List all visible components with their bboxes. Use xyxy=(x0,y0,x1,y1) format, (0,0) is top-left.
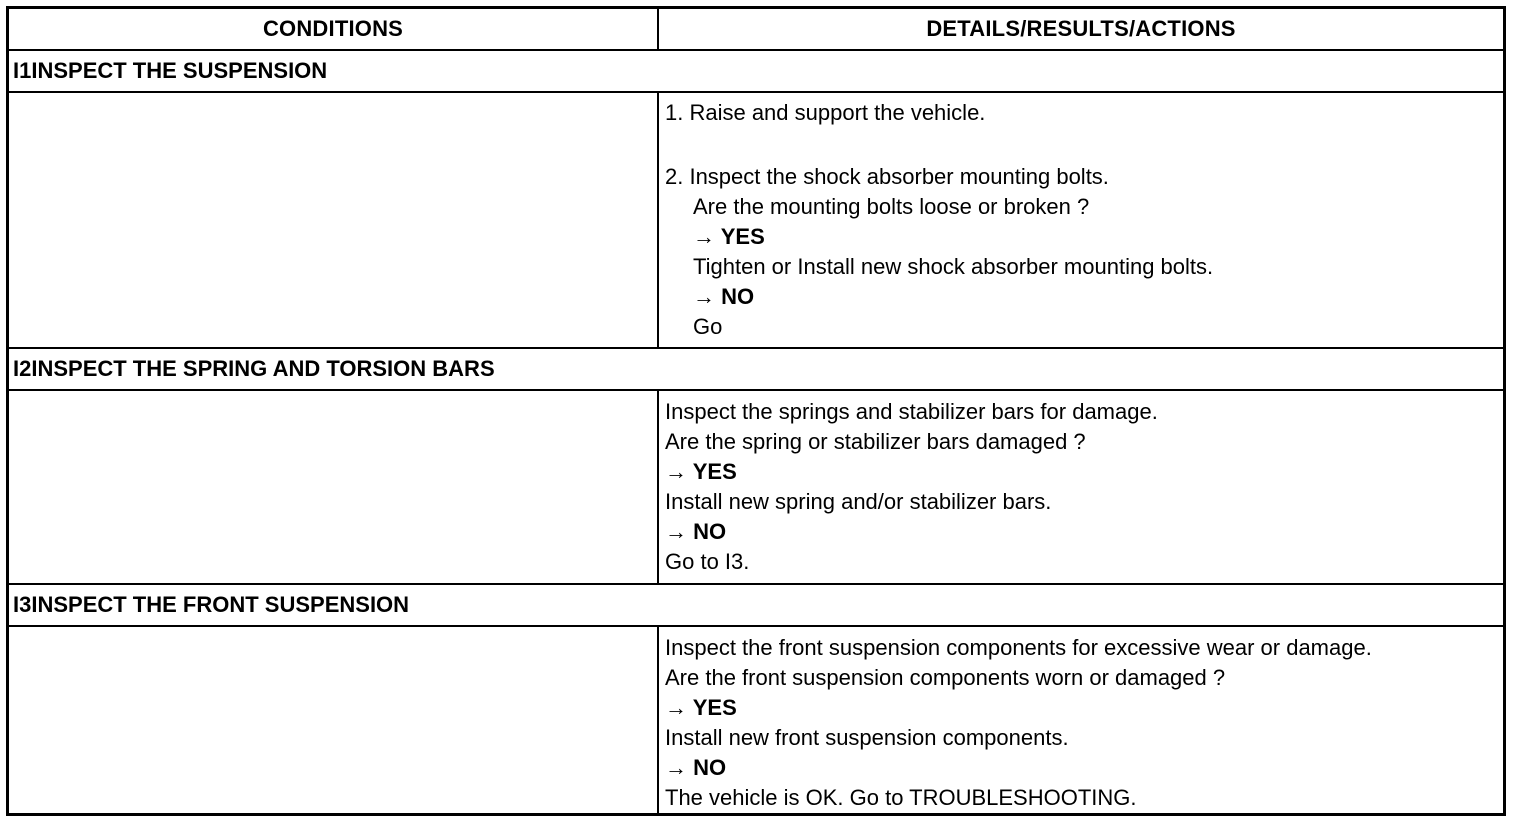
details-header-cell xyxy=(659,9,1503,49)
table-header-row xyxy=(9,9,1503,51)
question-text: Are the mounting bolts loose or broken ? xyxy=(693,194,1090,219)
question-text: Are the front suspension components worn or damaged ? xyxy=(665,665,1226,690)
step-1-text: 1. Raise and support the vehicle. xyxy=(665,100,986,125)
no-action-text: Go xyxy=(693,314,723,339)
conditions-header-cell xyxy=(9,9,659,49)
no-label: → NO xyxy=(693,284,755,309)
conditions-header: CONDITIONS xyxy=(262,16,404,41)
no-label: → NO xyxy=(665,519,727,544)
section-title-i1: I1INSPECT THE SUSPENSION xyxy=(13,58,328,83)
yes-action-text: Install new spring and/or stabilizer bars. xyxy=(665,489,1052,514)
no-action-text: The vehicle is OK. Go to TROUBLESHOOTING. xyxy=(665,785,1137,810)
details-cell xyxy=(659,627,1503,813)
details-cell xyxy=(659,93,1503,347)
yes-label: → YES xyxy=(693,224,765,249)
yes-action-text: Tighten or Install new shock absorber mounting bolts. xyxy=(693,254,1214,279)
question-text: Are the spring or stabilizer bars damaged ? xyxy=(665,429,1086,454)
details-cell xyxy=(659,391,1503,583)
diagnostic-table xyxy=(6,6,1506,816)
yes-label: → YES xyxy=(665,459,737,484)
section-title-row xyxy=(9,349,1503,391)
conditions-cell xyxy=(9,391,659,583)
details-header: DETAILS/RESULTS/ACTIONS xyxy=(926,16,1236,41)
instruction-text: Inspect the front suspension components for excessive wear or damage. xyxy=(665,635,1372,660)
section-title-i2: I2INSPECT THE SPRING AND TORSION BARS xyxy=(13,356,495,381)
section-body-row xyxy=(9,391,1503,585)
section-body-row xyxy=(9,93,1503,349)
yes-action-text: Install new front suspension components. xyxy=(665,725,1069,750)
yes-label: → YES xyxy=(665,695,737,720)
instruction-text: Inspect the springs and stabilizer bars for damage. xyxy=(665,399,1158,424)
section-body-row xyxy=(9,627,1503,813)
conditions-cell xyxy=(9,93,659,347)
conditions-cell xyxy=(9,627,659,813)
no-label: → NO xyxy=(665,755,727,780)
section-title-i3: I3INSPECT THE FRONT SUSPENSION xyxy=(13,592,410,617)
section-title-row xyxy=(9,51,1503,93)
section-title-row xyxy=(9,585,1503,627)
step-2-text: 2. Inspect the shock absorber mounting bolts. xyxy=(665,164,1109,189)
no-action-text: Go to I3. xyxy=(665,549,750,574)
